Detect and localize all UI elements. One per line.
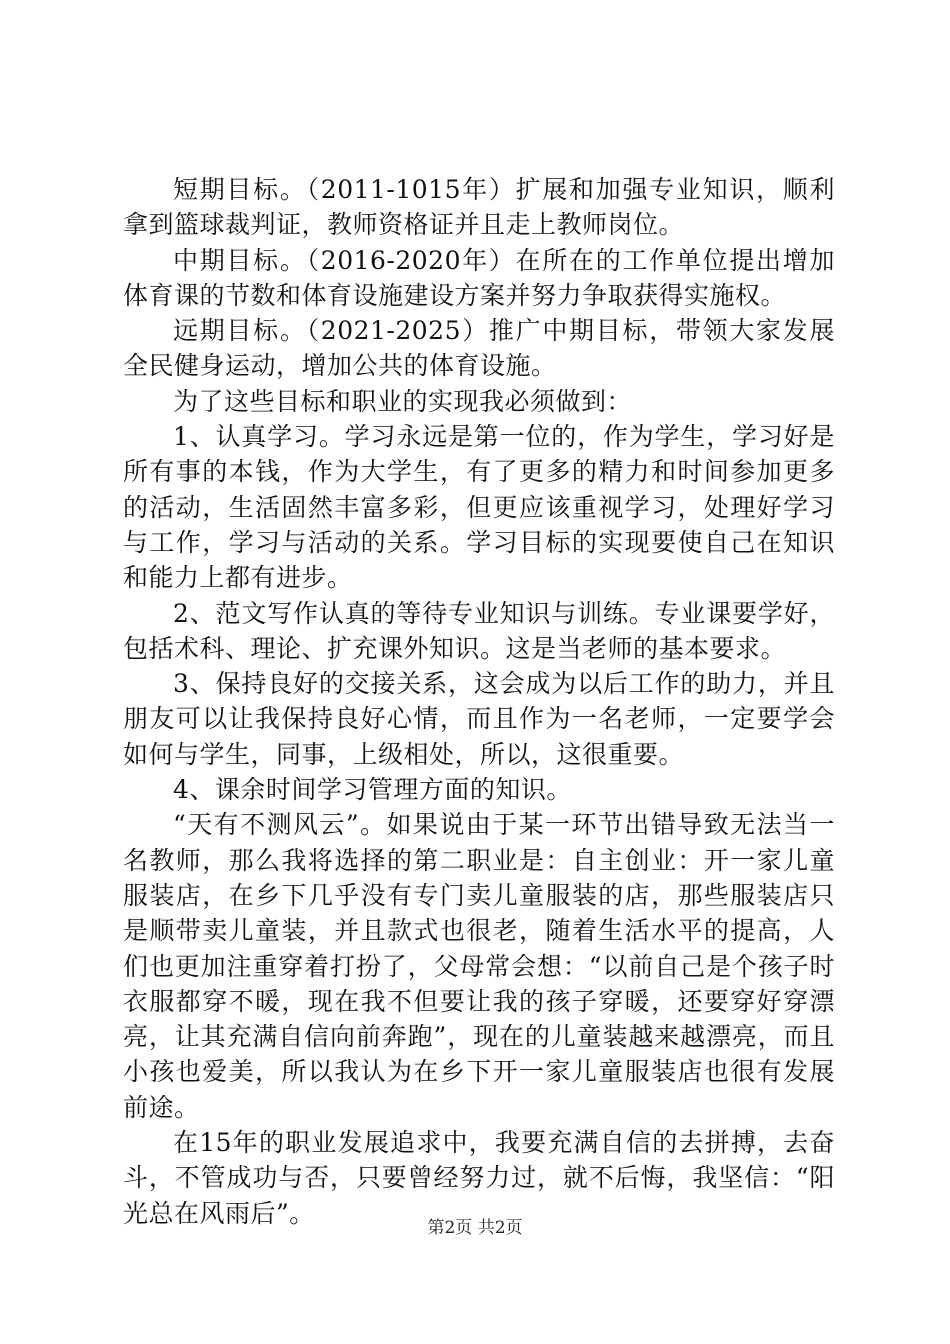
paragraph-requirements-intro: 为了这些目标和职业的实现我必须做到： [173, 386, 633, 416]
page-number-footer: 第2页 共2页 [427, 1218, 523, 1238]
paragraph-item-1: 1、认真学习。学习永远是第一位的，作为学生，学习好是所有事的本钱，作为大学生，有了更多的精力和时间参加更多的活动，生活固然丰富多彩，但更应该重视学习，处理好学习与工作，学习与活动的关系。学习目标的实现要使自己在知识和能力上都有进步。 [123, 422, 835, 593]
paragraph-mid-term-goal: 中期目标。（2016-2020年）在所在的工作单位提出增加体育课的节数和体育设施建设方案并努力争取获得实施权。 [123, 245, 835, 310]
paragraph-item-3: 3、保持良好的交接关系，这会成为以后工作的助力，并且朋友可以让我保持良好心情，而且作为一名老师，一定要学会如何与学生，同事，上级相处，所以，这很重要。 [123, 669, 835, 769]
paragraph-item-2: 2、范文写作认真的等待专业知识与训练。专业课要学好，包括术科、理论、扩充课外知识。这是当老师的基本要求。 [123, 598, 835, 663]
document-body [123, 172, 835, 1231]
paragraph-second-career: “天有不测风云”。如果说由于某一环节出错导致无法当一名教师，那么我将选择的第二职业是：自主创业：开一家儿童服装店，在乡下几乎没有专门卖儿童服装的店，那些服装店只是顺带卖儿童装，并且款式也很老，随着生活水平的提高，人们也更加注重穿着打扮了，父母常会想：“以前自己是个孩子时衣服都穿不暖，现在我不但要让我的孩子穿暖，还要穿好穿漂亮，让其充满自信向前奔跑”，现在的儿童装越来越漂亮，而且小孩也爱美，所以我认为在乡下开一家儿童服装店也很有发展前途。 [123, 810, 835, 1122]
paragraph-conclusion: 在15年的职业发展追求中，我要充满自信的去拼搏，去奋斗，不管成功与否，只要曾经努力过，就不后悔，我坚信：“阳光总在风雨后”。 [123, 1128, 835, 1228]
paragraph-item-4: 4、课余时间学习管理方面的知识。 [173, 775, 572, 805]
paragraph-short-term-goal: 短期目标。（2011-1015年）扩展和加强专业知识，顺利拿到篮球裁判证，教师资格证并且走上教师岗位。 [123, 175, 835, 240]
paragraph-long-term-goal: 远期目标。（2021-2025）推广中期目标，带领大家发展全民健身运动，增加公共的体育设施。 [123, 316, 835, 381]
